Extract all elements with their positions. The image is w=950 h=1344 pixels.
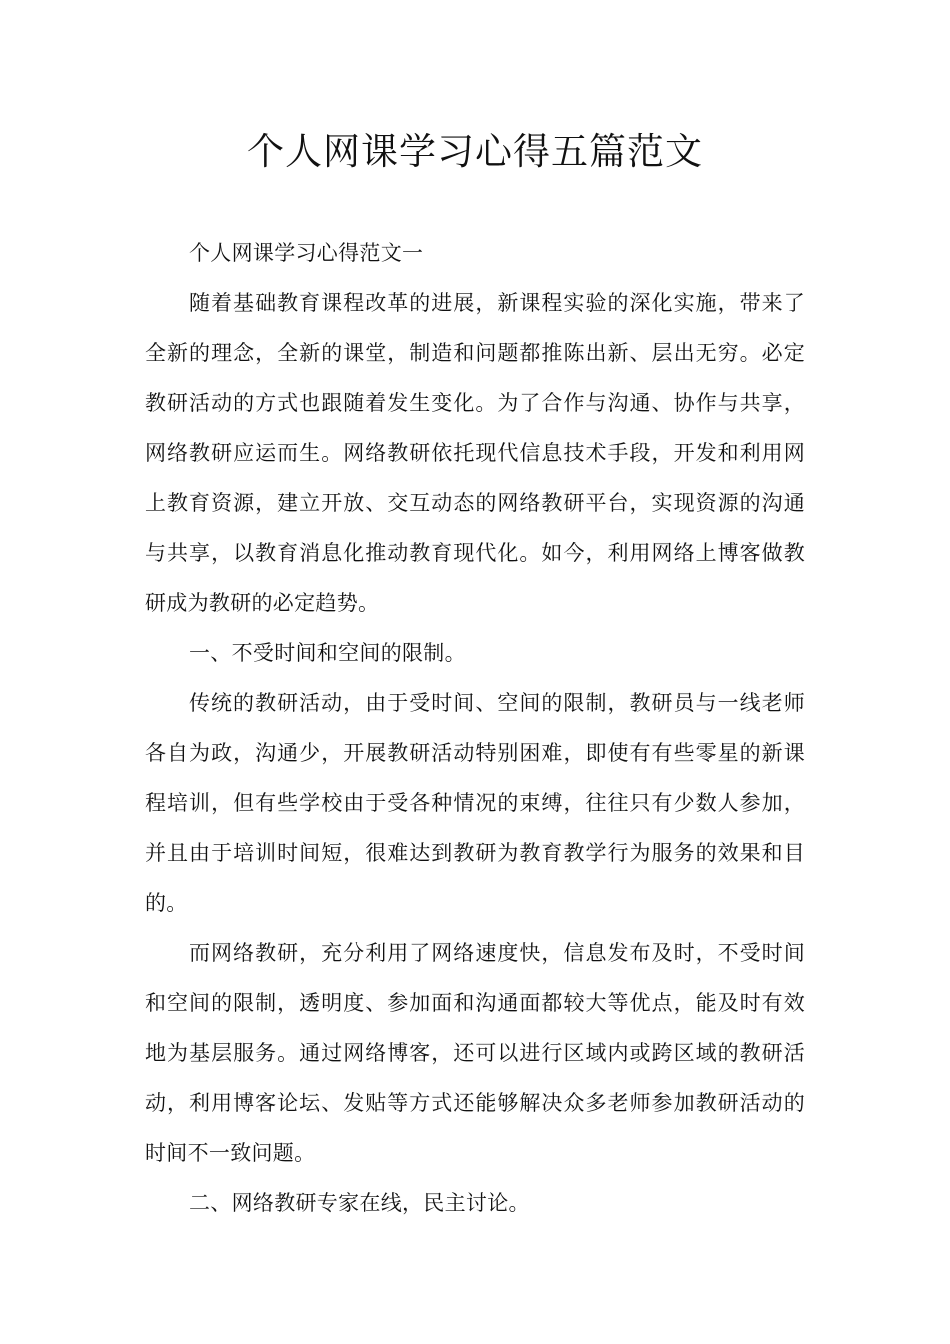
paragraph: 传统的教研活动，由于受时间、空间的限制，教研员与一线老师各自为政，沟通少，开展教研活动特别困难，即使有有些零星的新课程培训，但有些学校由于受各种情况的束缚，往往只有少数人参加，并且由于培训时间短，很难达到教研为教育教学行为服务的效果和目的。 [145, 691, 805, 915]
document-body [145, 228, 805, 1228]
section-heading: 一、不受时间和空间的限制。 [189, 641, 466, 665]
section-heading: 二、网络教研专家在线，民主讨论。 [189, 1191, 530, 1215]
paragraph: 随着基础教育课程改革的进展，新课程实验的深化实施，带来了全新的理念，全新的课堂，制造和问题都推陈出新、层出无穷。必定教研活动的方式也跟随着发生变化。为了合作与沟通、协作与共享，网络教研应运而生。网络教研依托现代信息技术手段，开发和利用网上教育资源，建立开放、交互动态的网络教研平台，实现资源的沟通与共享，以教育消息化推动教育现代化。如今，利用网络上博客做教研成为教研的必定趋势。 [145, 291, 805, 615]
section-heading: 个人网课学习心得范文一 [189, 241, 424, 265]
paragraph: 而网络教研，充分利用了网络速度快，信息发布及时，不受时间和空间的限制，透明度、参加面和沟通面都较大等优点，能及时有效地为基层服务。通过网络博客，还可以进行区域内或跨区域的教研活动，利用博客论坛、发贴等方式还能够解决众多老师参加教研活动的时间不一致问题。 [145, 941, 805, 1165]
document-title: 个人网课学习心得五篇范文 [247, 130, 703, 173]
